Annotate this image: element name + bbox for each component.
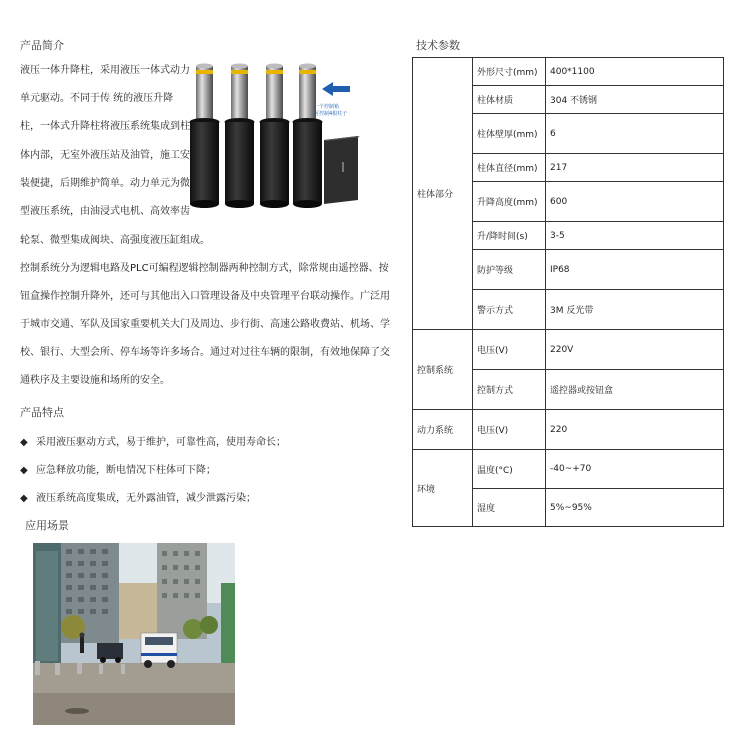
intro-title: 产品简介 — [20, 39, 64, 52]
table-row — [413, 410, 724, 450]
intro-line: 钮盒操作控制升降外，还可与其他出入口管理设备及中央管理平台联动操作。广泛用 — [20, 291, 390, 302]
product-image — [188, 58, 364, 218]
application-title: 应用场景 — [25, 519, 69, 532]
spec-param: 升/降时间(s) — [473, 222, 546, 250]
spec-value: 5%~95% — [546, 489, 724, 527]
spec-value: 400*1100 — [546, 58, 724, 86]
spec-value: 220V — [546, 330, 724, 370]
feature-item — [20, 461, 216, 476]
spec-table — [412, 57, 724, 527]
feature-item — [20, 433, 286, 448]
bollard-icon — [260, 64, 290, 209]
table-row — [413, 58, 724, 86]
spec-param: 外形尺寸(mm) — [473, 58, 546, 86]
intro-line: 液压一体升降柱，采用液压一体式动力 — [20, 65, 190, 76]
spec-param: 温度(°C) — [473, 450, 546, 489]
bollard-icon — [190, 64, 220, 209]
intro-line: 轮泵、微型集成阀块、高强度液压缸组成。 — [20, 235, 210, 246]
spec-value: 遥控器或按钮盒 — [546, 370, 724, 410]
spec-group: 动力系统 — [413, 410, 473, 450]
diamond-bullet-icon: ◆ — [20, 437, 28, 448]
spec-param: 电压(V) — [473, 410, 546, 450]
spec-value: IP68 — [546, 250, 724, 290]
intro-line: 校、银行、大型会所、停车场等许多场合。通过对过往车辆的限制，有效地保障了交 — [20, 347, 390, 358]
spec-value: 6 — [546, 114, 724, 154]
application-photo — [33, 543, 235, 725]
spec-param: 柱体壁厚(mm) — [473, 114, 546, 154]
intro-line: 柱，一体式升降柱将液压系统集成到柱 — [20, 121, 190, 132]
control-box-icon — [324, 136, 360, 204]
feature-text: 应急释放功能，断电情况下柱体可下降； — [36, 465, 216, 476]
spec-value: -40~+70 — [546, 450, 724, 489]
arrow-left-icon — [322, 82, 350, 96]
spec-param: 柱体直径(mm) — [473, 154, 546, 182]
spec-value: 220 — [546, 410, 724, 450]
intro-line: 通秩序及主要设施和场所的安全。 — [20, 375, 170, 386]
spec-value: 304 不锈钢 — [546, 86, 724, 114]
spec-group: 柱体部分 — [413, 58, 473, 330]
feature-text: 液压系统高度集成，无外露油管，减少泄露污染； — [36, 493, 256, 504]
street-scene-illustration — [33, 543, 235, 725]
bollard-icon — [225, 64, 255, 209]
table-row — [413, 450, 724, 489]
spec-group: 控制系统 — [413, 330, 473, 410]
spec-value: 600 — [546, 182, 724, 222]
intro-line: 控制系统分为逻辑电路及PLC可编程逻辑控制器两种控制方式，除常规由遥控器、按 — [20, 263, 389, 274]
spec-param: 控制方式 — [473, 370, 546, 410]
specs-title: 技术参数 — [416, 39, 460, 52]
callout-text: 一个控制箱 可控制4根柱子 — [314, 104, 348, 117]
spec-param: 升降高度(mm) — [473, 182, 546, 222]
spec-param: 柱体材质 — [473, 86, 546, 114]
diamond-bullet-icon: ◆ — [20, 493, 28, 504]
spec-value: 217 — [546, 154, 724, 182]
spec-param: 防护等级 — [473, 250, 546, 290]
spec-param: 电压(V) — [473, 330, 546, 370]
spec-param: 警示方式 — [473, 290, 546, 330]
spec-group: 环境 — [413, 450, 473, 527]
feature-text: 采用液压驱动方式，易于维护，可靠性高，使用寿命长； — [36, 437, 286, 448]
spec-param: 湿度 — [473, 489, 546, 527]
diamond-bullet-icon: ◆ — [20, 465, 28, 476]
intro-line: 于城市交通、军队及国家重要机关大门及周边、步行街、高速公路收费站、机场、学 — [20, 319, 390, 330]
intro-line: 单元驱动。不同于传 统的液压升降 — [20, 93, 174, 104]
spec-value: 3M 反光带 — [546, 290, 724, 330]
table-row — [413, 330, 724, 370]
features-title: 产品特点 — [20, 406, 64, 419]
bollard-illustration — [188, 58, 364, 218]
spec-value: 3-5 — [546, 222, 724, 250]
feature-item — [20, 489, 256, 504]
intro-line: 型液压系统，由油浸式电机、高效率齿 — [20, 206, 190, 217]
bollard-icon — [293, 64, 323, 209]
intro-line: 装便捷，后期维护简单。动力单元为微 — [20, 178, 190, 189]
intro-line: 体内部，无室外液压站及油管，施工安 — [20, 150, 190, 161]
